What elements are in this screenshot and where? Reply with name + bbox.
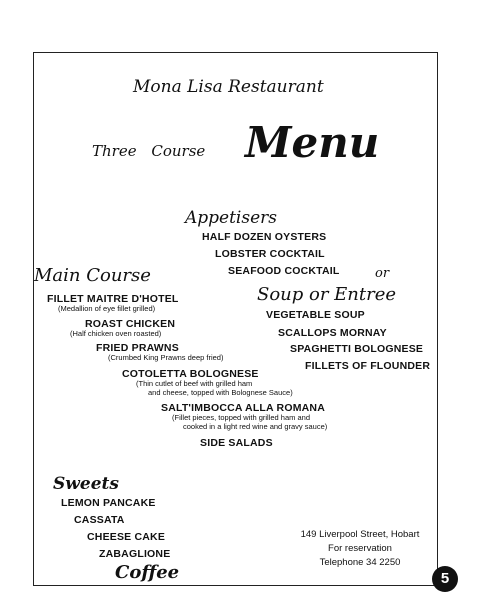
main-course-item: COTOLETTA BOLOGNESE [122,368,259,380]
appetiser-item: LOBSTER COCKTAIL [215,248,325,260]
appetiser-item: SEAFOOD COCKTAIL [228,265,340,277]
main-course-note: cooked in a light red wine and gravy sauce) [183,422,328,431]
main-course-note: (Half chicken oven roasted) [70,329,162,338]
or-label: or [375,266,390,281]
heading-menu: Menu [245,118,380,167]
main-course-note: (Thin cutlet of beef with grilled ham [136,379,253,388]
address-telephone: Telephone 34 2250 [319,557,401,568]
main-course-note: (Medallion of eye fillet grilled) [58,304,156,313]
soup-entree-item: FILLETS OF FLOUNDER [305,360,431,372]
sweets-item: CASSATA [74,514,125,526]
main-course-note: and cheese, topped with Bolognese Sauce) [148,388,293,397]
main-course-item: FRIED PRAWNS [96,342,179,354]
sweets-item: LEMON PANCAKE [61,497,156,509]
restaurant-name: Mona Lisa Restaurant [133,77,324,97]
main-course-item: SIDE SALADS [200,437,273,449]
soup-entree-item: SCALLOPS MORNAY [278,327,387,339]
sweets-title: Sweets [53,474,119,494]
main-course-note: (Crumbed King Prawns deep fried) [108,353,224,362]
main-course-item: FILLET MAITRE D'HOTEL [47,293,179,305]
main-course-item: SALT'IMBOCCA ALLA ROMANA [161,402,325,414]
appetiser-item: HALF DOZEN OYSTERS [202,231,327,243]
page-number-badge: 5 [432,566,458,592]
sweets-item: ZABAGLIONE [99,548,171,560]
main-course-item: ROAST CHICKEN [85,318,176,330]
sweets-item: CHEESE CAKE [87,531,166,543]
coffee-title: Coffee [111,562,183,583]
soup-entree-item: SPAGHETTI BOLOGNESE [290,343,424,355]
main-course-note: (Fillet pieces, topped with grilled ham and [172,413,310,422]
appetisers-title: Appetisers [185,208,278,228]
soup-entree-item: VEGETABLE SOUP [266,309,365,321]
address-street: 149 Liverpool Street, Hobart [300,529,420,540]
main-course-title: Main Course [34,265,151,286]
heading-three-course: Three Course [92,142,206,160]
soup-entree-title: Soup or Entree [257,284,397,305]
address-reservation: For reservation [328,543,392,554]
